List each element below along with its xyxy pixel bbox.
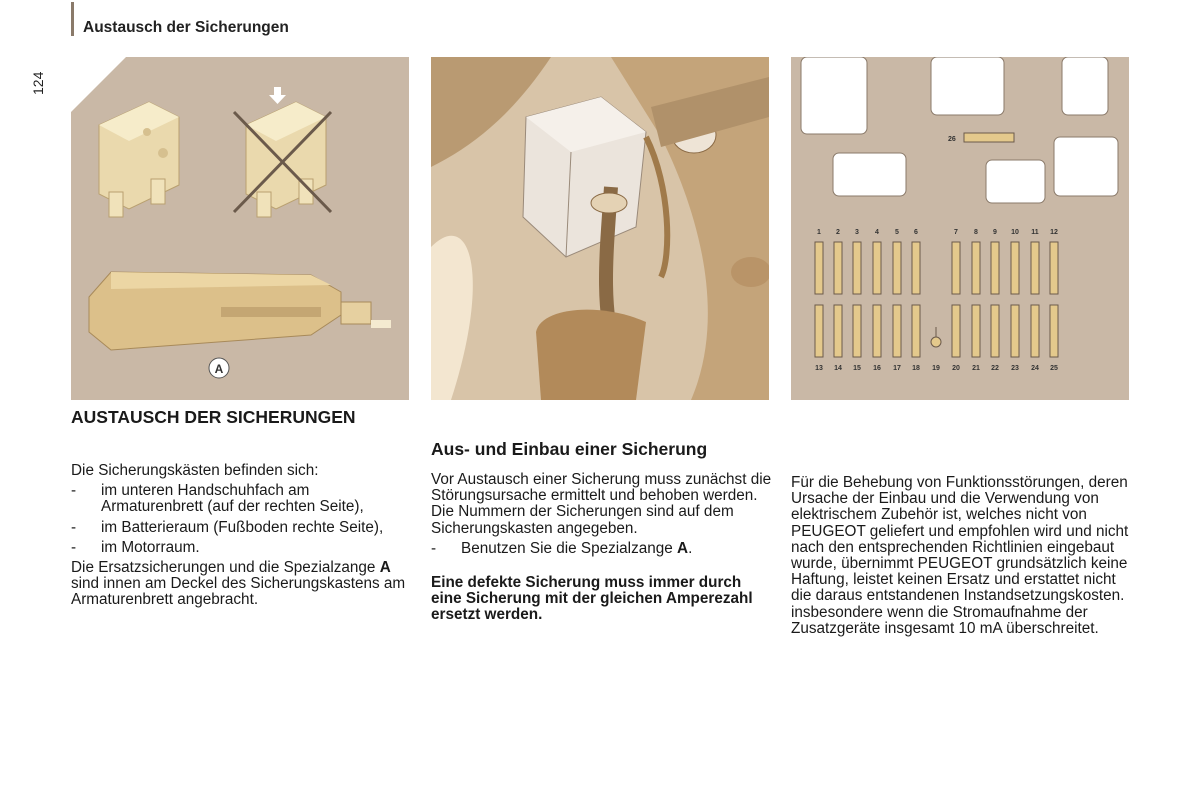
- fuse-number-label: 17: [893, 365, 901, 372]
- fuse-number-label: 25: [1050, 365, 1058, 372]
- fuse-slot: [952, 305, 960, 357]
- fuse-slot: [1050, 242, 1058, 294]
- list-item: - im Batterieraum (Fußboden rechte Seite),: [71, 518, 384, 536]
- header-rule: [71, 2, 74, 36]
- fuse-slot: [1031, 305, 1039, 357]
- fuse-number-label: 20: [952, 365, 960, 372]
- fuse-slot: [991, 305, 999, 357]
- section2-body: [431, 472, 776, 624]
- fuse-number-label: 19: [932, 365, 940, 372]
- fuse-slot: [972, 242, 980, 294]
- pliers-icon: [89, 272, 391, 350]
- fuse-slot: [893, 242, 901, 294]
- fuse-slot: [873, 242, 881, 294]
- fuse-slot: [1050, 305, 1058, 357]
- fuse-number-label: 6: [914, 229, 918, 236]
- fuse-slot: [1011, 242, 1019, 294]
- fuse-slot: [815, 242, 823, 294]
- fuse-number-label: 8: [974, 229, 978, 236]
- fuse-slots: [815, 229, 1058, 372]
- fuse-slot: [972, 305, 980, 357]
- fuse-slot: [912, 242, 920, 294]
- fuse-number-label: 1: [817, 229, 821, 236]
- section1-body: [71, 463, 406, 609]
- fuse-number-label: 10: [1011, 229, 1019, 236]
- section1-outro: Die Ersatzsicherungen und die Spezialzange A sind innen am Deckel des Sicherungskastens am Armaturenbrett angebracht.: [71, 559, 406, 609]
- fuse-slot: [1011, 305, 1019, 357]
- section2-warning: Eine defekte Sicherung muss immer durch eine Sicherung mit der gleichen Amperezahl ersetzt werden.: [431, 574, 753, 624]
- fuse-number-label: 15: [853, 365, 861, 372]
- fuse-number-label: 13: [815, 365, 823, 372]
- fuse-slot: [815, 305, 823, 357]
- fuse-pliers-figure: [71, 57, 409, 400]
- fuse-number-label: 14: [834, 365, 842, 372]
- fuse-number-label: 5: [895, 229, 899, 236]
- section1-intro: Die Sicherungskästen befinden sich:: [71, 462, 319, 479]
- fuse-slot: [834, 242, 842, 294]
- fuse-number-label: 16: [873, 365, 881, 372]
- fuse-slot: [991, 242, 999, 294]
- fuse-slot: [853, 242, 861, 294]
- fuse-number-label: 23: [1011, 365, 1019, 372]
- header-title: Austausch der Sicherungen: [83, 19, 289, 36]
- fuse-slot: [952, 242, 960, 294]
- fuse-good-icon: [99, 102, 179, 217]
- fuse-number-label: 18: [912, 365, 920, 372]
- fuse-number-label: 3: [855, 229, 859, 236]
- section3-body: [791, 475, 1136, 637]
- page-number: 124: [30, 71, 46, 95]
- fuse-slot: [834, 305, 842, 357]
- fuse-slot: [931, 337, 941, 347]
- fuse-number-label: 24: [1031, 365, 1039, 372]
- section2-paragraph: Vor Austausch einer Sicherung muss zunächst die Störungsursache ermittelt und behoben werden. Die Nummern der Sicherungen sind auf dem Sicherungskasten angegeben.: [431, 471, 772, 537]
- fuse-slot: [893, 305, 901, 357]
- fuse-box-diagram: [791, 57, 1129, 400]
- fuse-number-label: 9: [993, 229, 997, 236]
- section1-title: AUSTAUSCH DER SICHERUNGEN: [71, 407, 356, 427]
- engine-compartment-illustration: [431, 57, 769, 400]
- fuse-slot: [912, 305, 920, 357]
- engine-compartment-figure: [431, 57, 769, 400]
- section3-paragraph: Für die Behebung von Funktionsstörungen, deren Ursache der Einbau und die Verwendung von elektrischem Zubehör ist, welches nicht von PEUGEOT geliefert und empfohlen wird und nicht nach den entsprechenden Richtlinien eingebaut wurde, übernimmt PEUGEOT grundsätzlich keine Haftung, leistet keinen Ersatz und erstattet nicht die daraus entstandenen Instandsetzungskosten. insbesondere wenn die Stromaufnahme der Zusatzgeräte insgesamt 10 mA überschreitet.: [791, 474, 1129, 637]
- list-item: - im unteren Handschuhfach am Armaturenbrett (auf der rechten Seite),: [71, 482, 364, 516]
- fuse-number-label: 7: [954, 229, 958, 236]
- fuse-pliers-illustration: [71, 57, 409, 400]
- label-a: A: [214, 362, 224, 376]
- section2-title: Aus- und Einbau einer Sicherung: [431, 439, 708, 459]
- fuse-number-label: 11: [1031, 229, 1039, 236]
- fuse-number-label: 2: [836, 229, 840, 236]
- fuse-number-label: 21: [972, 365, 980, 372]
- fuse-number-label: 22: [991, 365, 999, 372]
- fuse-box-layout: [791, 57, 1129, 400]
- fuse-slot: [1031, 242, 1039, 294]
- fuse-blown-icon: [234, 87, 331, 217]
- fuse-slot: [873, 305, 881, 357]
- fuse-number-label: 12: [1050, 229, 1058, 236]
- list-item: - Benutzen Sie die Spezialzange A.: [431, 539, 693, 557]
- fuse-slot: [853, 305, 861, 357]
- list-item: - im Motorraum.: [71, 538, 200, 556]
- fuse-label-26: 26: [948, 136, 956, 143]
- fuse-number-label: 4: [875, 229, 879, 236]
